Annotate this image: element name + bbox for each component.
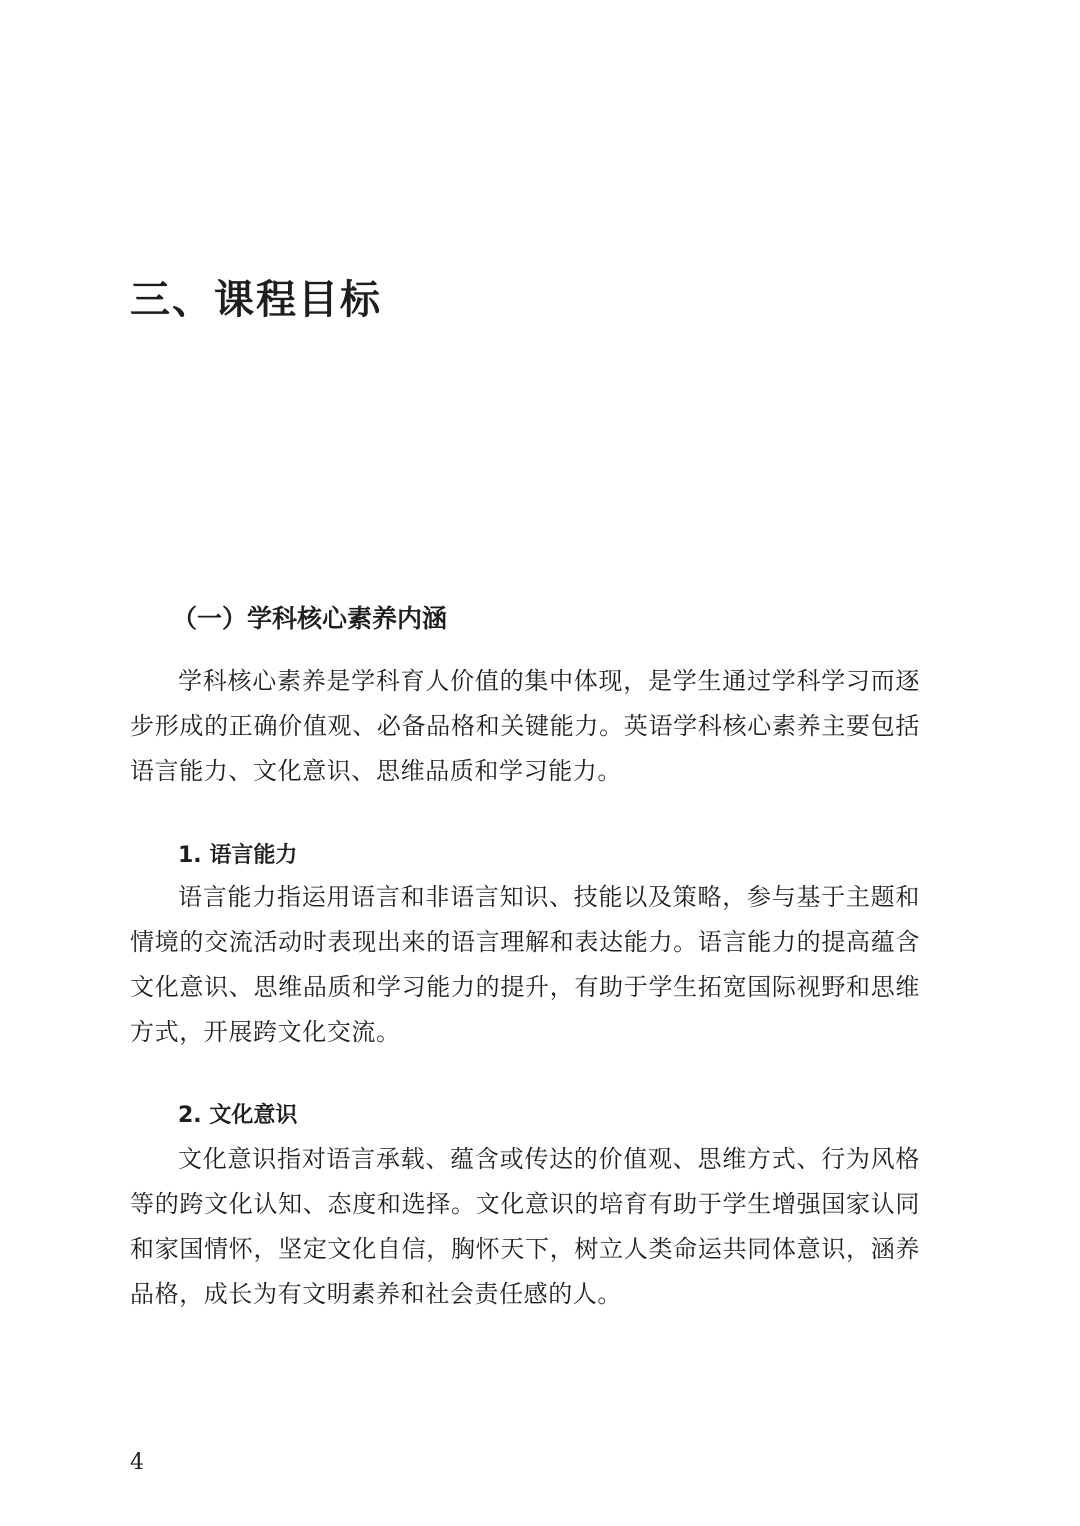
subsection-body-cultural-awareness: 文化意识指对语言承载、蕴含或传达的价值观、思维方式、行为风格等的跨文化认知、态度和选择。文化意识的培育有助于学生增强国家认同和家国情怀，坚定文化自信，胸怀天下，树立人类命运共同体意识，涵养品格，成长为有文明素养和社会责任感的人。 [130,1145,920,1308]
subsection-heading-cultural-awareness: 2. 文化意识 [178,1103,298,1128]
section-intro-paragraph: 学科核心素养是学科育人价值的集中体现，是学生通过学科学习而逐步形成的正确价值观、必备品格和关键能力。英语学科核心素养主要包括语言能力、文化意识、思维品质和学习能力。 [130,667,920,785]
subsection-body-language-ability: 语言能力指运用语言和非语言知识、技能以及策略，参与基于主题和情境的交流活动时表现出来的语言理解和表达能力。语言能力的提高蕴含文化意识、思维品质和学习能力的提升，有助于学生拓宽国际视野和思维方式，开展跨文化交流。 [130,883,920,1046]
page-number: 4 [130,1450,144,1475]
section-heading: （一）学科核心素养内涵 [172,604,448,633]
subsection-heading-language-ability: 1. 语言能力 [178,843,298,868]
chapter-title: 三、课程目标 [130,277,382,323]
